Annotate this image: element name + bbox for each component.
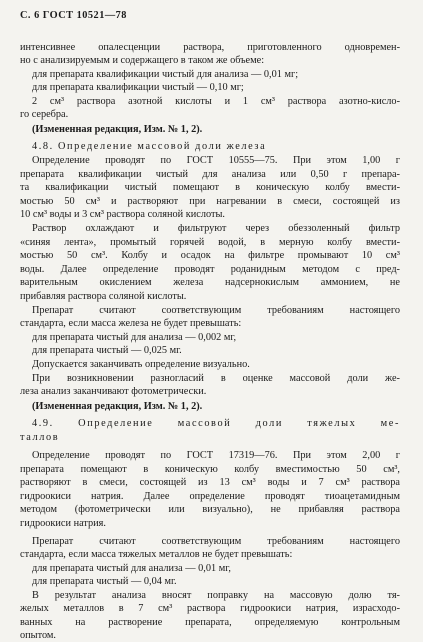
section-heading: 4.8. Определение массовой доли железа (32, 141, 267, 152)
section-heading: 4.9. Определение массовой доли тяжелых ме- (32, 418, 400, 429)
text-line: гидроокиси натрия. Далее определение проводят тиоацетамидным (20, 491, 400, 502)
text-line: растворяют в смеси, состоящей из 13 см³ воды и 7 см³ раствора (20, 477, 400, 488)
text-line: мостью 50 см³ и растворяют при нагревании в смеси, состоящей из (20, 196, 400, 207)
text-line: для препарата чистый для анализа — 0,01 мг, (32, 563, 231, 574)
page-header: С. 6 ГОСТ 10521—78 (20, 10, 127, 21)
text-line: препарата помещают в коническую колбу вместимостью 50 см³, (20, 464, 400, 475)
text-line: методом (фотометрически или визуально), не прибавляя раствора (20, 504, 400, 515)
text-line: ванных на растворение препарата, определяемую контрольным (20, 617, 400, 628)
text-line: варительным окислением железа надсернокислым аммонием, не (20, 277, 400, 288)
section-heading-continued: таллов (20, 432, 60, 443)
text-line: но с анализируемым и содержащего в таком же объеме: (20, 55, 265, 66)
text-line: для препарата чистый — 0,025 мг. (32, 345, 182, 356)
text-line: прибавляя раствора соляной кислоты. (20, 291, 187, 302)
text-line: Определение проводят по ГОСТ 17319—76. При этом 2,00 г (32, 450, 400, 461)
text-line: Допускается заканчивать определение визуально. (32, 359, 250, 370)
amendment-note: (Измененная редакция, Изм. № 1, 2). (32, 401, 203, 412)
text-line: В результат анализа вносят поправку на массовую долю тя- (32, 590, 400, 601)
text-line: для препарата квалификации чистый для анализа — 0,01 мг; (32, 69, 299, 80)
text-line: Раствор охлаждают и фильтруют через обеззоленный фильтр (32, 223, 400, 234)
text-line: «синяя лента», промытый горячей водой, в мерную колбу вмести- (20, 237, 400, 248)
text-line: для препарата чистый — 0,04 мг. (32, 576, 177, 587)
text-line: гидроокиси натрия. (20, 518, 106, 529)
text-line: та квалификации чистый помещают в коническую колбу вмести- (20, 182, 400, 193)
text-line: 2 см³ раствора азотной кислоты и 1 см³ раствора азотно-кисло- (32, 96, 400, 107)
text-line: интенсивнее опалесценции раствора, приготовленного одновремен- (20, 42, 400, 53)
text-line: го серебра. (20, 109, 69, 120)
text-line: препарата квалификации чистый для анализа или 0,50 г препара- (20, 169, 400, 180)
text-line: стандарта, если масса тяжелых металлов не будет превышать: (20, 549, 293, 560)
text-line: опытом. (20, 630, 56, 641)
text-line: Определение проводят по ГОСТ 10555—75. При этом 1,00 г (32, 155, 400, 166)
text-line: При возникновении разногласий в оценке массовой доли же- (32, 373, 400, 384)
text-line: стандарта, если масса железа не будет превышать: (20, 318, 242, 329)
text-line: леза анализ заканчивают фотометрически. (20, 386, 207, 397)
text-line: желых металлов в 7 см³ раствора гидроокиси натрия, израсходо- (20, 603, 400, 614)
text-line: Препарат считают соответствующим требованиям настоящего (32, 305, 400, 316)
text-line: для препарата чистый для анализа — 0,002 мг, (32, 332, 237, 343)
amendment-note: (Измененная редакция, Изм. № 1, 2). (32, 124, 203, 135)
text-line: Препарат считают соответствующим требованиям настоящего (32, 536, 400, 547)
text-line: для препарата квалификации чистый — 0,10 мг; (32, 82, 244, 93)
text-line: мостью 50 см³. Колбу и осадок на фильтре промывают 10 см³ (20, 250, 400, 261)
text-line: воды. Далее определение проводят роданидным методом с пред- (20, 264, 400, 275)
text-line: 10 см³ воды и 3 см³ раствора соляной кислоты. (20, 209, 225, 220)
